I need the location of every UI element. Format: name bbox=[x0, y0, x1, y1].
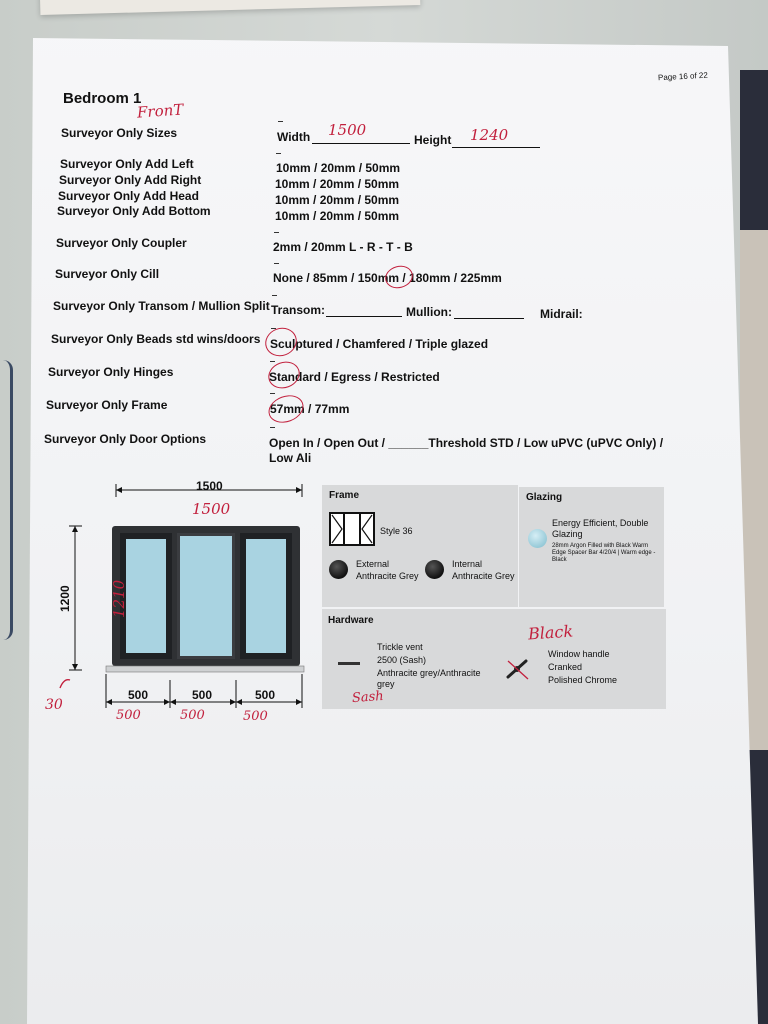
frame-style-icon bbox=[329, 512, 375, 546]
trickle-title: Trickle vent bbox=[377, 642, 423, 652]
label-coupler: Surveyor Only Coupler bbox=[56, 236, 187, 250]
drawing-height-label: 1200 bbox=[58, 585, 72, 612]
glazing-swatch bbox=[528, 529, 547, 548]
internal-label: Internal bbox=[452, 559, 483, 569]
mullion-label: Mullion: bbox=[406, 305, 452, 319]
handwriting-pane-3: 500 bbox=[243, 709, 268, 724]
width-field-line bbox=[312, 143, 410, 144]
options-coupler: 2mm / 20mm L - R - T - B bbox=[273, 240, 413, 254]
height-label: Height bbox=[414, 133, 452, 147]
handwriting-cill-stroke bbox=[60, 680, 70, 688]
handle-title: Window handle bbox=[548, 649, 610, 659]
midrail-label: Midrail: bbox=[540, 307, 583, 321]
window-cill bbox=[106, 666, 304, 672]
external-colour-swatch bbox=[329, 560, 348, 579]
label-add-left: Surveyor Only Add Left bbox=[60, 157, 194, 171]
pane-left bbox=[126, 539, 166, 653]
label-add-head: Surveyor Only Add Head bbox=[58, 189, 199, 203]
tick bbox=[278, 121, 283, 122]
handwriting-pane-2: 500 bbox=[180, 708, 205, 723]
arrow bbox=[296, 699, 302, 705]
hardware-heading: Hardware bbox=[328, 615, 374, 626]
handwriting-drawing-width: 1500 bbox=[192, 500, 231, 518]
glazing-detail: 28mm Argon Filled with Black Warm Edge Spacer Bar 4/20/4 | Warm edge - Black bbox=[552, 543, 656, 563]
internal-colour: Anthracite Grey bbox=[452, 571, 515, 581]
label-add-right: Surveyor Only Add Right bbox=[59, 173, 202, 187]
pane-right bbox=[246, 539, 286, 653]
external-label: External bbox=[356, 559, 390, 569]
circle-mark-cill bbox=[383, 263, 416, 291]
internal-colour-swatch bbox=[425, 560, 444, 579]
arrow bbox=[164, 699, 170, 705]
frame-style: Style 36 bbox=[380, 526, 413, 536]
tick bbox=[270, 361, 275, 362]
label-sizes: Surveyor Only Sizes bbox=[61, 126, 178, 140]
height-field-line bbox=[452, 147, 540, 148]
arrow bbox=[106, 699, 112, 705]
label-beads: Surveyor Only Beads std wins/doors bbox=[51, 332, 261, 346]
mullion-field-line bbox=[454, 318, 524, 319]
page-number: Page 16 of 22 bbox=[657, 70, 709, 83]
circle-mark-beads bbox=[261, 323, 301, 360]
glazing-title: Energy Efficient, Double Glazing bbox=[552, 518, 649, 539]
tick bbox=[272, 295, 277, 296]
arrow-up bbox=[72, 526, 78, 532]
frame-panel bbox=[322, 485, 518, 607]
drawing-width-label: 1500 bbox=[196, 479, 223, 493]
options-add-right: 10mm / 20mm / 50mm bbox=[275, 177, 400, 191]
tick bbox=[270, 427, 275, 428]
label-add-bottom: Surveyor Only Add Bottom bbox=[57, 204, 211, 218]
handwriting-front: FronT bbox=[136, 100, 184, 122]
glazing-panel bbox=[519, 487, 664, 607]
arrow bbox=[236, 699, 242, 705]
options-door-line2: Low Ali bbox=[269, 451, 312, 465]
options-door-line1: Open In / Open Out / ______Threshold STD / Low uPVC (uPVC Only) / bbox=[269, 436, 664, 450]
arrow-left bbox=[116, 487, 122, 493]
label-frame: Surveyor Only Frame bbox=[46, 398, 168, 412]
label-hinges: Surveyor Only Hinges bbox=[48, 365, 174, 379]
arrow-down bbox=[72, 664, 78, 670]
handwriting-black: Black bbox=[527, 621, 574, 644]
options-frame: 57mm / 77mm bbox=[270, 402, 350, 416]
label-cill: Surveyor Only Cill bbox=[55, 267, 160, 281]
tick bbox=[270, 393, 275, 394]
handwriting-sash: Sash bbox=[351, 688, 385, 707]
options-beads: Sculptured / Chamfered / Triple glazed bbox=[270, 337, 489, 351]
circle-mark-frame bbox=[265, 391, 308, 428]
trickle-colour: Anthracite grey/Anthracite grey bbox=[377, 668, 481, 689]
arrow-right bbox=[296, 487, 302, 493]
external-colour: Anthracite Grey bbox=[356, 571, 419, 581]
options-cill: None / 85mm / 150mm / 180mm / 225mm bbox=[273, 271, 502, 285]
transom-field-line bbox=[326, 316, 402, 317]
tick bbox=[274, 263, 279, 264]
handle-type: Cranked bbox=[548, 662, 583, 672]
handle-finish: Polished Chrome bbox=[548, 675, 618, 685]
handwriting-drawing-height: 1210 bbox=[110, 579, 128, 618]
circle-mark-hinges bbox=[265, 357, 304, 392]
handwriting-cill-note: 30 bbox=[45, 697, 63, 713]
options-hinges: Standard / Egress / Restricted bbox=[269, 370, 440, 384]
trickle-detail: 2500 (Sash) bbox=[377, 655, 427, 665]
window-handle-icon bbox=[504, 657, 532, 681]
arrow bbox=[230, 699, 236, 705]
label-door-options: Surveyor Only Door Options bbox=[44, 432, 207, 446]
options-add-left: 10mm / 20mm / 50mm bbox=[276, 161, 401, 175]
handwriting-height: 1240 bbox=[470, 126, 509, 144]
window-drawing bbox=[40, 470, 320, 730]
options-add-bottom: 10mm / 20mm / 50mm bbox=[275, 209, 400, 223]
pane-centre bbox=[180, 536, 232, 656]
tick bbox=[274, 232, 279, 233]
glazing-heading: Glazing bbox=[526, 492, 563, 503]
pane-width-2: 500 bbox=[192, 688, 213, 702]
width-label: Width bbox=[277, 130, 311, 144]
handwriting-pane-1: 500 bbox=[116, 708, 141, 723]
trickle-vent-icon bbox=[338, 662, 360, 665]
pane-width-1: 500 bbox=[128, 688, 149, 702]
options-add-head: 10mm / 20mm / 50mm bbox=[275, 193, 400, 207]
pane-width-3: 500 bbox=[255, 688, 276, 702]
arrow bbox=[170, 699, 176, 705]
handwriting-width: 1500 bbox=[328, 121, 367, 139]
tick bbox=[276, 153, 281, 154]
room-title: Bedroom 1 bbox=[63, 90, 142, 107]
label-transom: Surveyor Only Transom / Mullion Split bbox=[53, 299, 270, 313]
transom-label: Transom: bbox=[271, 303, 326, 317]
frame-heading: Frame bbox=[329, 490, 360, 501]
